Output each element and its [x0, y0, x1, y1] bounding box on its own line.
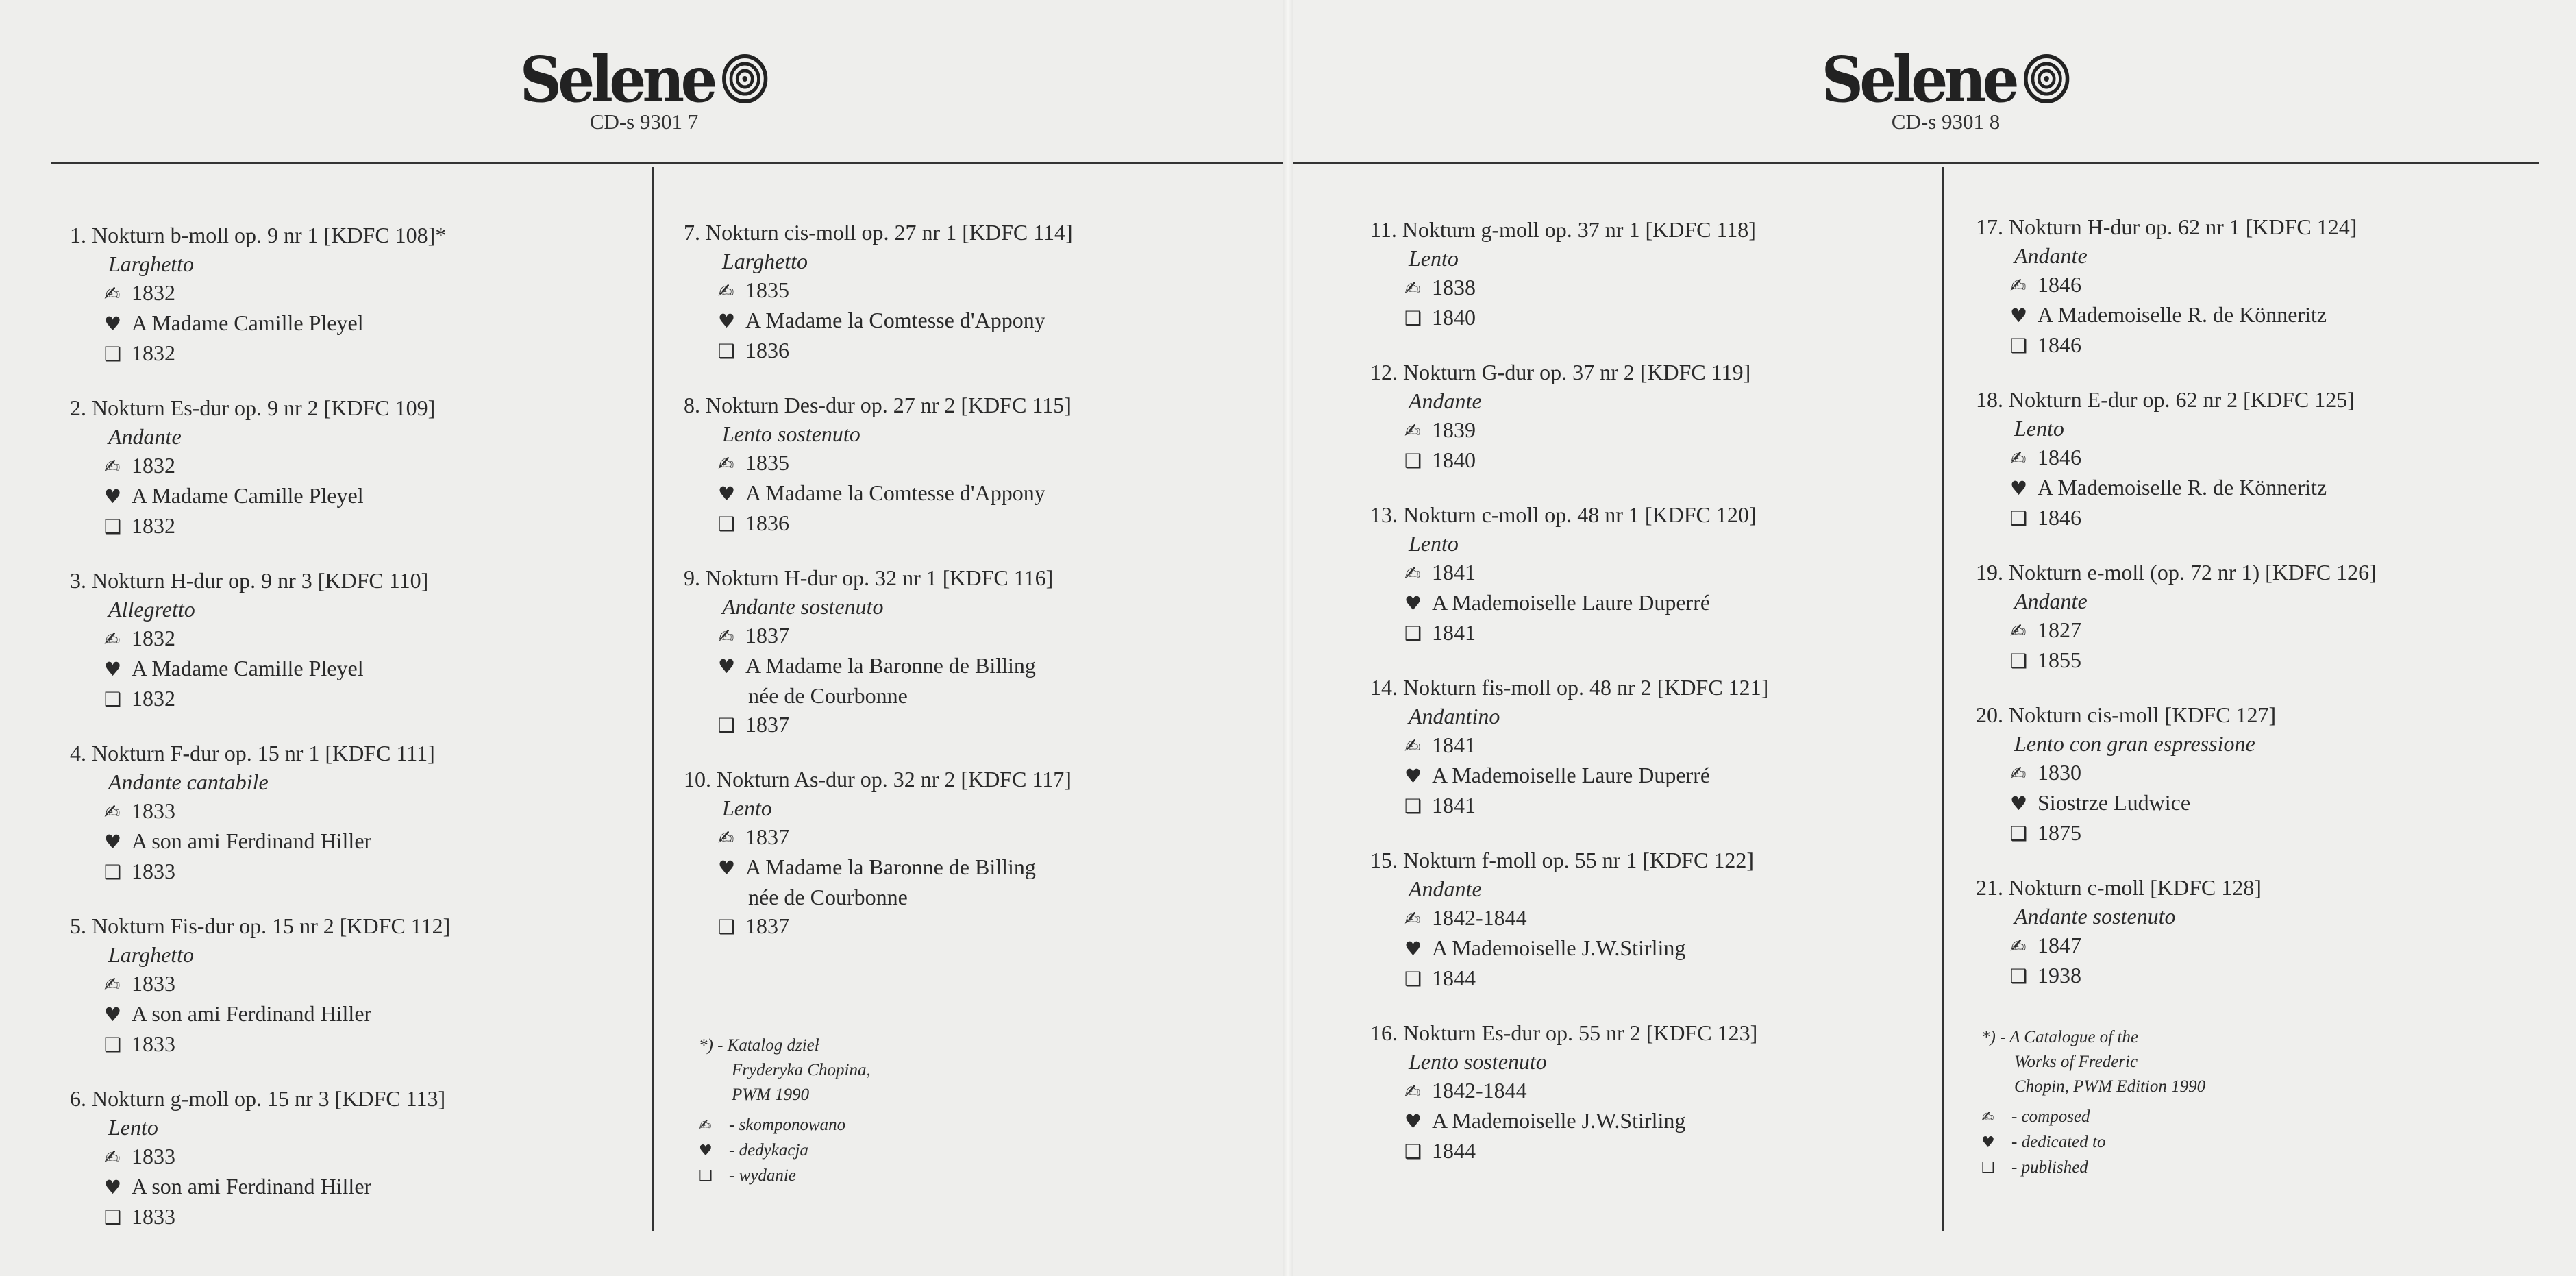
heart-line [1976, 473, 2565, 503]
info-value: A Madame la Baronne de Billing [745, 855, 1036, 879]
heart-line [684, 651, 1273, 681]
box-line [70, 857, 632, 887]
info-value: A Mademoiselle Laure Duperré [1432, 763, 1711, 787]
tempo-marking: Andante sostenuto [2014, 904, 2176, 929]
track-entry [70, 566, 632, 714]
heart-line [684, 852, 1273, 883]
track-column [1370, 215, 1932, 1191]
legend-published: ❑ - published [1981, 1155, 2205, 1181]
track-title: 4. Nokturn F-dur op. 15 nr 1 [KDFC 111] [70, 741, 435, 765]
tempo-marking: Lento [722, 796, 772, 820]
box-icon: ❑ [104, 1206, 122, 1229]
box-icon: ❑ [2010, 965, 2028, 987]
heart-line [1370, 761, 1932, 791]
track-entry [1976, 873, 2565, 991]
legend-published: ❑ - wydanie [699, 1164, 871, 1189]
track-title: 2. Nokturn Es-dur op. 9 nr 2 [KDFC 109] [70, 395, 436, 420]
track-entry [70, 393, 632, 541]
info-value: 1833 [132, 1144, 175, 1168]
info-value: 1839 [1432, 417, 1476, 442]
heart-icon: ♥ [1404, 1110, 1422, 1133]
heart-icon: ♥ [1404, 592, 1422, 615]
tempo-marking: Andante [2014, 243, 2088, 268]
heart-icon: ♥ [104, 1003, 122, 1026]
footnote-line: PWM 1990 [732, 1085, 810, 1104]
box-icon: ❑ [699, 1168, 713, 1185]
pen-line [1370, 1076, 1932, 1106]
pen-line [1976, 443, 2565, 473]
tempo-marking: Lento [108, 1115, 158, 1140]
info-value: 1836 [745, 511, 789, 535]
dedication-continued-line [684, 681, 1273, 710]
track-title: 17. Nokturn H-dur op. 62 nr 1 [KDFC 124] [1976, 214, 2357, 239]
tempo-marking: Andante [1409, 389, 1482, 413]
heart-icon: ♥ [104, 312, 122, 335]
heart-line [1976, 788, 2565, 818]
pen-line [70, 969, 632, 999]
tempo-marking: Lento sostenuto [1409, 1049, 1547, 1074]
heart-icon: ♥ [104, 831, 122, 853]
box-line [70, 1029, 632, 1059]
heart-icon: ♥ [718, 310, 736, 332]
box-icon: ❑ [1404, 622, 1422, 645]
track-entry [684, 765, 1273, 942]
pen-line [1370, 558, 1932, 588]
pen-line [70, 451, 632, 481]
info-value: 1833 [132, 1031, 175, 1056]
track-column [684, 218, 1273, 966]
box-line [1370, 964, 1932, 994]
info-value: 1832 [132, 341, 175, 365]
track-title: 15. Nokturn f-moll op. 55 nr 1 [KDFC 122] [1370, 848, 1754, 872]
track-title: 8. Nokturn Des-dur op. 27 nr 2 [KDFC 115] [684, 393, 1072, 417]
box-line [1370, 1136, 1932, 1166]
info-value: 1830 [2038, 760, 2081, 785]
box-line [70, 684, 632, 714]
tempo-marking: Andante [2014, 589, 2088, 613]
box-icon: ❑ [2010, 822, 2028, 845]
box-line [684, 508, 1273, 539]
brand-name: Selene [1821, 42, 2016, 116]
info-value: 1840 [1432, 305, 1476, 330]
info-value: 1835 [745, 278, 789, 302]
tempo-marking: Larghetto [722, 249, 808, 273]
tempo-marking: Lento con gran espressione [2014, 731, 2255, 756]
tempo-marking: Larghetto [108, 251, 195, 276]
info-value: A Madame Camille Pleyel [132, 310, 364, 335]
box-line [684, 336, 1273, 366]
footnote-line: *) - A Catalogue of the [1981, 1028, 2138, 1046]
pen-line [70, 624, 632, 654]
heart-icon: ♥ [1981, 1134, 1995, 1151]
heart-icon: ♥ [718, 482, 736, 505]
tempo-marking: Lento [2014, 416, 2064, 441]
box-line [1976, 330, 2565, 360]
info-value: 1836 [745, 338, 789, 363]
pen-line [70, 796, 632, 826]
box-icon: ❑ [2010, 334, 2028, 357]
info-value: Siostrze Ludwice [2038, 790, 2191, 815]
pen-icon: ✍ [1404, 1080, 1421, 1103]
track-entry [1370, 673, 1932, 821]
info-value: A Madame la Comtesse d'Appony [745, 480, 1045, 505]
track-title: 9. Nokturn H-dur op. 32 nr 1 [KDFC 116] [684, 565, 1054, 590]
track-title: 21. Nokturn c-moll [KDFC 128] [1976, 875, 2262, 900]
pen-line [1370, 273, 1932, 303]
info-value: A Mademoiselle J.W.Stirling [1432, 1108, 1686, 1133]
info-value: 1841 [1432, 620, 1476, 645]
box-icon: ❑ [718, 340, 736, 363]
track-entry [70, 739, 632, 887]
track-title: 20. Nokturn cis-moll [KDFC 127] [1976, 702, 2277, 727]
track-entry [70, 911, 632, 1059]
track-entry [1370, 358, 1932, 476]
info-value: A Mademoiselle R. de Könneritz [2038, 475, 2327, 500]
box-icon: ❑ [2010, 507, 2028, 530]
heart-line [1370, 933, 1932, 964]
track-entry [1370, 500, 1932, 648]
info-value: A Mademoiselle Laure Duperré [1432, 590, 1711, 615]
info-value: 1832 [132, 453, 175, 478]
heart-line [70, 999, 632, 1029]
tempo-marking: Andantino [1409, 704, 1500, 728]
tempo-marking: Andante cantabile [108, 770, 269, 794]
box-icon: ❑ [104, 1033, 122, 1056]
info-value: A Mademoiselle J.W.Stirling [1432, 935, 1686, 960]
info-value: 1847 [2038, 933, 2081, 957]
heart-line [1370, 1106, 1932, 1136]
legend-composed: ✍ - composed [1981, 1105, 2205, 1130]
column-divider [652, 167, 654, 1231]
info-value: 1832 [132, 513, 175, 538]
pen-icon: ✍ [1404, 419, 1421, 442]
box-icon: ❑ [104, 343, 122, 365]
legend-composed: ✍ - skomponowano [699, 1113, 871, 1138]
box-icon: ❑ [1404, 307, 1422, 330]
heart-line [684, 306, 1273, 336]
pen-line [1976, 615, 2565, 646]
info-value: 1841 [1432, 793, 1476, 818]
track-title: 16. Nokturn Es-dur op. 55 nr 2 [KDFC 123] [1370, 1020, 1758, 1045]
info-value: 1837 [745, 824, 789, 849]
pen-icon: ✍ [104, 282, 121, 305]
tempo-marking: Andante [1409, 876, 1482, 901]
pen-icon: ✍ [104, 455, 121, 478]
heart-line [1976, 300, 2565, 330]
track-entry [70, 221, 632, 369]
box-icon: ❑ [1404, 795, 1422, 818]
pen-line [684, 822, 1273, 852]
info-value: A Madame Camille Pleyel [132, 656, 364, 680]
info-value: A Mademoiselle R. de Könneritz [2038, 302, 2327, 327]
info-value: 1838 [1432, 275, 1476, 299]
pen-icon: ✍ [1404, 277, 1421, 299]
footnote-line: Chopin, PWM Edition 1990 [2014, 1077, 2206, 1096]
box-line [70, 511, 632, 541]
heart-icon: ♥ [104, 658, 122, 680]
pen-line [1370, 731, 1932, 761]
info-value: 1833 [132, 971, 175, 996]
pen-line [70, 278, 632, 308]
track-title: 18. Nokturn E-dur op. 62 nr 2 [KDFC 125] [1976, 387, 2355, 412]
footnote [1981, 1025, 2205, 1181]
footnote-line: Fryderyka Chopina, [732, 1061, 871, 1079]
info-value: 1938 [2038, 963, 2081, 987]
info-value: A son ami Ferdinand Hiller [132, 1001, 372, 1026]
pen-icon: ✍ [2010, 274, 2027, 297]
info-value: A Madame la Comtesse d'Appony [745, 308, 1045, 332]
pen-line [1370, 903, 1932, 933]
box-line [1976, 818, 2565, 848]
heart-line [684, 478, 1273, 508]
track-title: 5. Nokturn Fis-dur op. 15 nr 2 [KDFC 112] [70, 913, 451, 938]
brand-logo [507, 42, 781, 134]
heart-line [1370, 588, 1932, 618]
box-line [1370, 303, 1932, 333]
column-divider [1942, 167, 1944, 1231]
header-rule [51, 162, 1288, 164]
heart-icon: ♥ [2010, 477, 2028, 500]
heart-icon: ♥ [1404, 937, 1422, 960]
heart-icon: ♥ [2010, 304, 2028, 327]
pen-line [684, 621, 1273, 651]
info-value: A son ami Ferdinand Hiller [132, 829, 372, 853]
brand-logo [1809, 42, 2083, 134]
box-line [1976, 961, 2565, 991]
box-icon: ❑ [1404, 1140, 1422, 1163]
dedication-continued-line [684, 883, 1273, 911]
brand-name: Selene [519, 42, 715, 116]
track-entry [684, 391, 1273, 539]
track-entry [1976, 700, 2565, 848]
info-value: 1833 [132, 798, 175, 823]
pen-icon: ✍ [1404, 907, 1421, 930]
info-value: 1875 [2038, 820, 2081, 845]
info-value: 1827 [2038, 617, 2081, 642]
heart-icon: ♥ [718, 655, 736, 678]
catalog-number: CD-s 9301 7 [589, 110, 699, 134]
track-entry [684, 218, 1273, 366]
box-icon: ❑ [1981, 1160, 1995, 1177]
footnote-line: *) - Katalog dzieł [699, 1036, 819, 1055]
info-value: née de Courbonne [748, 885, 908, 909]
pen-icon: ✍ [718, 625, 734, 648]
tempo-marking: Andante [108, 424, 182, 449]
track-title: 14. Nokturn fis-moll op. 48 nr 2 [KDFC 121] [1370, 675, 1769, 700]
box-icon: ❑ [1404, 450, 1422, 472]
tempo-marking: Lento [1409, 531, 1459, 556]
box-icon: ❑ [1404, 968, 1422, 990]
box-line [70, 1202, 632, 1232]
heart-icon: ♥ [718, 857, 736, 879]
track-column [70, 221, 632, 1257]
info-value: 1846 [2038, 332, 2081, 357]
legend-dedicated: ♥ - dedykacja [699, 1138, 871, 1164]
box-line [70, 339, 632, 369]
box-icon: ❑ [718, 916, 736, 938]
track-entry [1976, 212, 2565, 360]
pen-icon: ✍ [2010, 447, 2027, 469]
info-value: 1841 [1432, 733, 1476, 757]
info-value: A son ami Ferdinand Hiller [132, 1174, 372, 1199]
info-value: 1846 [2038, 272, 2081, 297]
track-entry [1976, 385, 2565, 533]
heart-line [70, 308, 632, 339]
footnote-line: Works of Frederic [2014, 1053, 2138, 1071]
info-value: 1842-1844 [1432, 1078, 1527, 1103]
heart-icon: ♥ [104, 485, 122, 508]
pen-icon: ✍ [2010, 619, 2027, 642]
pen-icon: ✍ [1404, 562, 1421, 585]
heart-line [70, 654, 632, 684]
info-value: 1837 [745, 623, 789, 648]
pen-icon: ✍ [2010, 762, 2027, 785]
pen-line [684, 448, 1273, 478]
track-title: 7. Nokturn cis-moll op. 27 nr 1 [KDFC 114] [684, 220, 1073, 245]
box-line [1976, 646, 2565, 676]
box-line [684, 911, 1273, 942]
info-value: 1837 [745, 913, 789, 938]
info-value: 1835 [745, 450, 789, 475]
box-line [684, 710, 1273, 740]
track-title: 3. Nokturn H-dur op. 9 nr 3 [KDFC 110] [70, 568, 429, 593]
pen-line [684, 275, 1273, 306]
box-icon: ❑ [104, 515, 122, 538]
info-value: 1844 [1432, 1138, 1476, 1163]
box-line [1370, 791, 1932, 821]
heart-icon: ♥ [699, 1142, 713, 1160]
track-title: 12. Nokturn G-dur op. 37 nr 2 [KDFC 119] [1370, 360, 1751, 384]
info-value: née de Courbonne [748, 683, 908, 708]
track-title: 10. Nokturn As-dur op. 32 nr 2 [KDFC 117] [684, 767, 1072, 792]
box-icon: ❑ [2010, 650, 2028, 672]
track-entry [684, 563, 1273, 740]
pen-icon: ✍ [1981, 1109, 1994, 1126]
tempo-marking: Lento sostenuto [722, 421, 860, 446]
info-value: 1840 [1432, 447, 1476, 472]
swirl-logo-icon [2023, 53, 2070, 104]
box-icon: ❑ [718, 513, 736, 535]
info-value: 1841 [1432, 560, 1476, 585]
track-title: 1. Nokturn b-moll op. 9 nr 1 [KDFC 108]* [70, 223, 447, 247]
heart-icon: ♥ [1404, 765, 1422, 787]
tempo-marking: Allegretto [108, 597, 195, 622]
box-icon: ❑ [718, 714, 736, 737]
pen-icon: ✍ [104, 628, 121, 650]
pen-icon: ✍ [718, 280, 734, 302]
info-value: 1846 [2038, 445, 2081, 469]
track-title: 6. Nokturn g-moll op. 15 nr 3 [KDFC 113] [70, 1086, 446, 1111]
page-fold [1283, 0, 1293, 1276]
track-entry [1370, 215, 1932, 333]
info-value: 1832 [132, 280, 175, 305]
info-value: 1846 [2038, 505, 2081, 530]
pen-line [70, 1142, 632, 1172]
tempo-marking: Andante sostenuto [722, 594, 884, 619]
legend-dedicated: ♥ - dedicated to [1981, 1130, 2205, 1155]
info-value: 1855 [2038, 648, 2081, 672]
info-value: 1833 [132, 1204, 175, 1229]
heart-line [70, 1172, 632, 1202]
swirl-logo-icon [721, 53, 768, 104]
pen-line [1976, 931, 2565, 961]
pen-icon: ✍ [718, 452, 734, 475]
track-entry [1976, 558, 2565, 676]
info-value: A Madame Camille Pleyel [132, 483, 364, 508]
heart-line [70, 826, 632, 857]
heart-icon: ♥ [104, 1176, 122, 1199]
pen-icon: ✍ [104, 1146, 121, 1168]
track-column [1976, 212, 2565, 1016]
box-line [1370, 445, 1932, 476]
box-icon: ❑ [104, 688, 122, 711]
catalog-number: CD-s 9301 8 [1891, 110, 2001, 134]
box-icon: ❑ [104, 861, 122, 883]
info-value: 1844 [1432, 966, 1476, 990]
box-line [1370, 618, 1932, 648]
heart-line [70, 481, 632, 511]
track-title: 19. Nokturn e-moll (op. 72 nr 1) [KDFC 126] [1976, 560, 2377, 585]
pen-icon: ✍ [104, 800, 121, 823]
pen-icon: ✍ [1404, 735, 1421, 757]
track-title: 13. Nokturn c-moll op. 48 nr 1 [KDFC 120] [1370, 502, 1757, 527]
track-entry [1370, 1018, 1932, 1166]
right-panel [1288, 0, 2576, 1276]
header-rule [1288, 162, 2539, 164]
box-line [1976, 503, 2565, 533]
track-title: 11. Nokturn g-moll op. 37 nr 1 [KDFC 118] [1370, 217, 1756, 242]
info-value: 1833 [132, 859, 175, 883]
pen-icon: ✍ [2010, 935, 2027, 957]
heart-icon: ♥ [2010, 792, 2028, 815]
info-value: 1837 [745, 712, 789, 737]
pen-icon: ✍ [718, 826, 734, 849]
pen-icon: ✍ [104, 973, 121, 996]
track-entry [1370, 846, 1932, 994]
info-value: 1832 [132, 686, 175, 711]
tempo-marking: Larghetto [108, 942, 195, 967]
footnote [699, 1033, 871, 1189]
info-value: 1842-1844 [1432, 905, 1527, 930]
track-entry [70, 1084, 632, 1232]
pen-line [1976, 758, 2565, 788]
info-value: 1832 [132, 626, 175, 650]
pen-line [1976, 270, 2565, 300]
info-value: A Madame la Baronne de Billing [745, 653, 1036, 678]
pen-icon: ✍ [699, 1117, 712, 1134]
tempo-marking: Lento [1409, 246, 1459, 271]
pen-line [1370, 415, 1932, 445]
